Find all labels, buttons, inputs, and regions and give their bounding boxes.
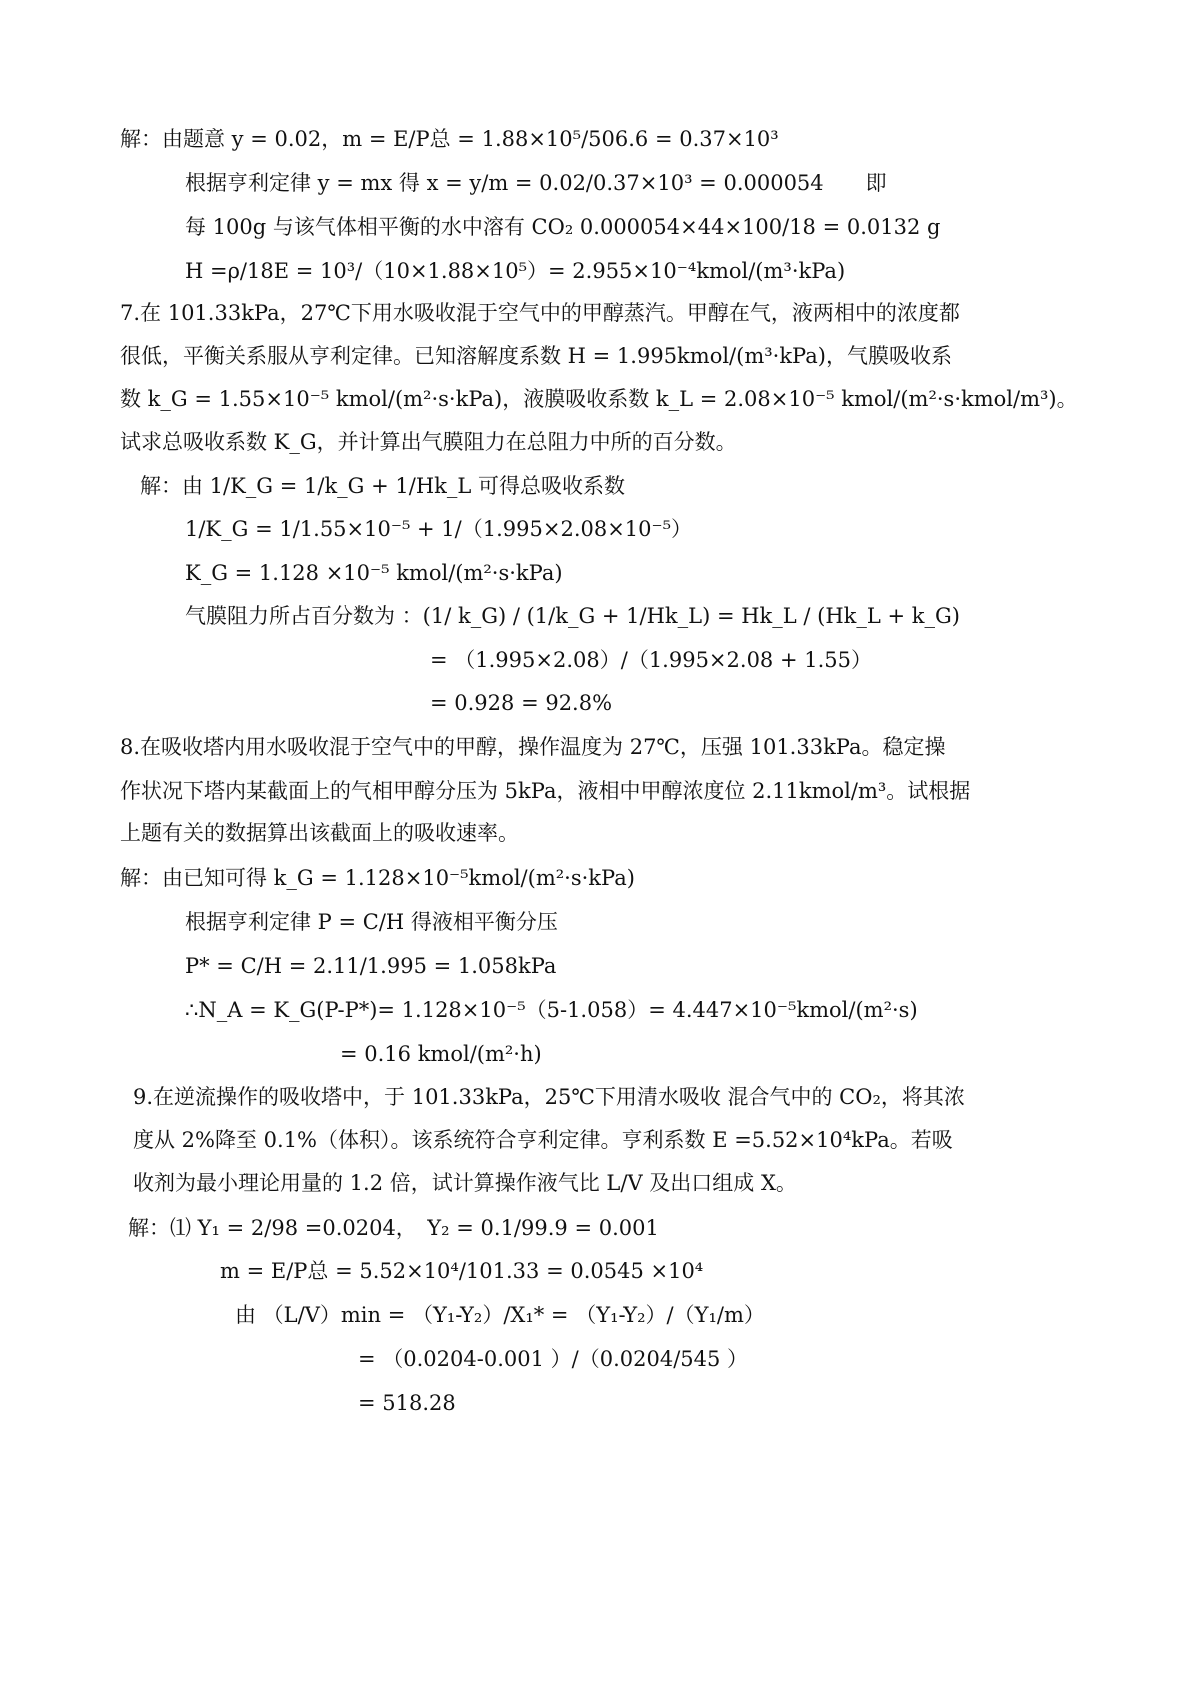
line-28: 由 （L/V）min = （Y₁-Y₂）/X₁* = （Y₁-Y₂）/（Y₁/m） xyxy=(235,1303,765,1327)
line-21: ∴N_A = K_G(P-P*)= 1.128×10⁻⁵（5-1.058）= 4.447×10⁻⁵kmol/(m²·s) xyxy=(185,998,918,1022)
line-22: = 0.16 kmol/(m²·h) xyxy=(340,1042,542,1066)
line-04: H =ρ/18E = 10³/（10×1.88×10⁵）= 2.955×10⁻⁴kmol/(m³·kPa) xyxy=(185,259,846,283)
line-15: 8.在吸收塔内用水吸收混于空气中的甲醇，操作温度为 27℃，压强 101.33kPa。稳定操 xyxy=(120,735,946,759)
line-16: 作状况下塔内某截面上的气相甲醇分压为 5kPa，液相中甲醇浓度位 2.11kmol/m³。试根据 xyxy=(120,779,971,803)
line-23: 9.在逆流操作的吸收塔中，于 101.33kPa，25℃下用清水吸收 混合气中的 CO₂，将其浓 xyxy=(133,1085,965,1109)
line-02: 根据亨利定律 y = mx 得 x = y/m = 0.02/0.37×10³ = 0.000054 即 xyxy=(185,171,887,195)
line-03: 每 100g 与该气体相平衡的水中溶有 CO₂ 0.000054×44×100/18 = 0.0132 g xyxy=(185,215,941,239)
line-11: K_G = 1.128 ×10⁻⁵ kmol/(m²·s·kPa) xyxy=(185,561,563,585)
line-14: = 0.928 = 92.8% xyxy=(430,691,613,715)
line-27: m = E/P总 = 5.52×10⁴/101.33 = 0.0545 ×10⁴ xyxy=(220,1259,704,1283)
line-01: 解：由题意 y = 0.02，m = E/P总 = 1.88×10⁵/506.6 = 0.37×10³ xyxy=(120,127,779,151)
line-13: = （1.995×2.08）/（1.995×2.08 + 1.55） xyxy=(430,648,872,672)
line-17: 上题有关的数据算出该截面上的吸收速率。 xyxy=(120,821,519,845)
line-10: 1/K_G = 1/1.55×10⁻⁵ + 1/（1.995×2.08×10⁻⁵） xyxy=(185,517,693,541)
line-25: 收剂为最小理论用量的 1.2 倍，试计算操作液气比 L/V 及出口组成 X。 xyxy=(133,1171,797,1195)
line-05: 7.在 101.33kPa，27℃下用水吸收混于空气中的甲醇蒸汽。甲醇在气，液两相中的浓度都 xyxy=(120,301,960,325)
line-18: 解：由已知可得 k_G = 1.128×10⁻⁵kmol/(m²·s·kPa) xyxy=(120,866,635,890)
line-26: 解：⑴ Y₁ = 2/98 =0.0204， Y₂ = 0.1/99.9 = 0.001 xyxy=(128,1216,659,1240)
line-29: = （0.0204-0.001 ）/（0.0204/545 ） xyxy=(358,1347,749,1371)
line-09: 解：由 1/K_G = 1/k_G + 1/Hk_L 可得总吸收系数 xyxy=(140,474,625,498)
line-07: 数 k_G = 1.55×10⁻⁵ kmol/(m²·s·kPa)，液膜吸收系数 k_L = 2.08×10⁻⁵ kmol/(m²·s·kmol/m³)。 xyxy=(120,387,1078,411)
line-30: = 518.28 xyxy=(358,1391,456,1415)
line-08: 试求总吸收系数 K_G，并计算出气膜阻力在总阻力中所的百分数。 xyxy=(120,430,737,454)
line-12: 气膜阻力所占百分数为 ：(1/ k_G) / (1/k_G + 1/Hk_L) = Hk_L / (Hk_L + k_G) xyxy=(185,604,960,628)
line-24: 度从 2%降至 0.1%（体积）。该系统符合亨利定律。亨利系数 E =5.52×10⁴kPa。若吸 xyxy=(133,1128,953,1152)
line-06: 很低，平衡关系服从亨利定律。已知溶解度系数 H = 1.995kmol/(m³·kPa)，气膜吸收系 xyxy=(120,344,952,368)
line-19: 根据亨利定律 P = C/H 得液相平衡分压 xyxy=(185,910,558,934)
line-20: P* = C/H = 2.11/1.995 = 1.058kPa xyxy=(185,954,557,978)
